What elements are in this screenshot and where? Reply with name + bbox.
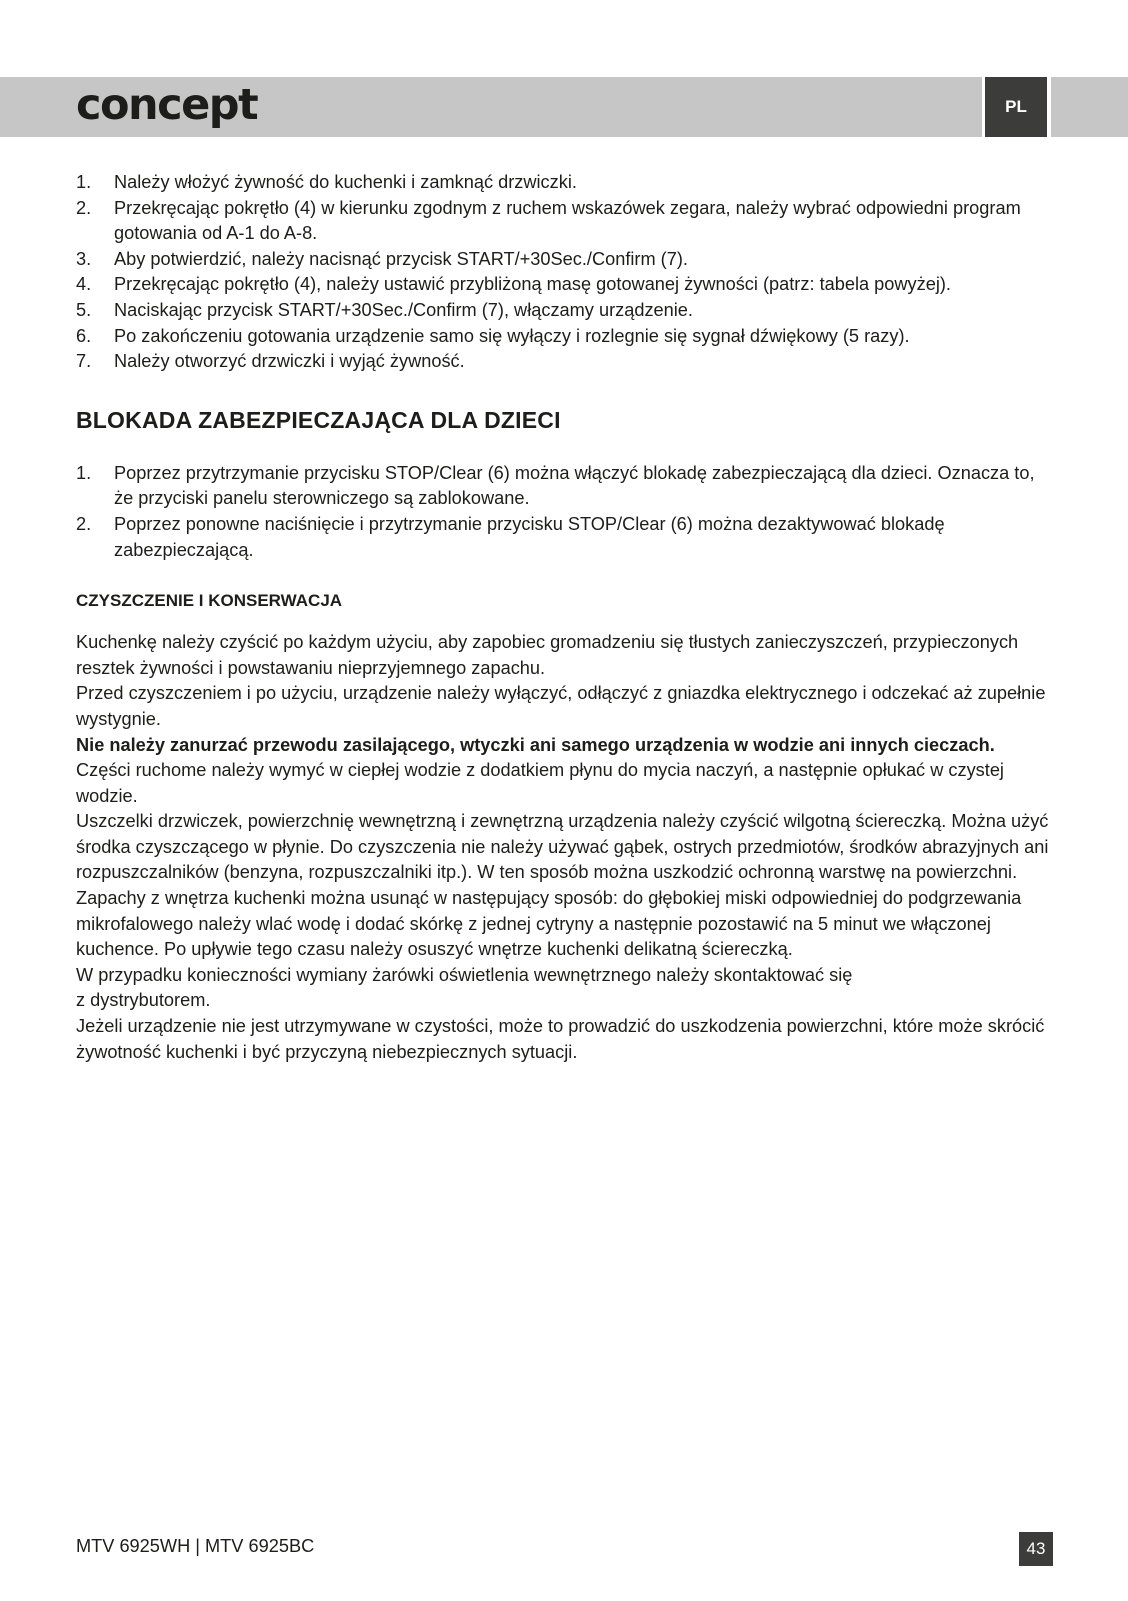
- cleaning-heading: CZYSZCZENIE I KONSERWACJA: [76, 591, 343, 611]
- list-text: Po zakończeniu gotowania urządzenie samo się wyłączy i rozlegnie się sygnał dźwiękowy (5 razy).: [114, 325, 910, 346]
- cooking-steps-list: [76, 170, 1056, 375]
- footer-model-number: MTV 6925WH | MTV 6925BC: [76, 1536, 315, 1556]
- list-number: 1.: [76, 172, 92, 192]
- header-bar-right: [1051, 77, 1128, 137]
- cleaning-paragraph: Części ruchome należy wymyć w ciepłej wodzie z dodatkiem płynu do mycia naczyń, a następnie opłukać w czystej wodzie.: [76, 760, 1004, 806]
- list-number: 2.: [76, 197, 92, 218]
- cleaning-paragraph: W przypadku konieczności wymiany żarówki oświetlenia wewnętrznego należy skontaktować się: [76, 964, 853, 985]
- list-number: 6.: [76, 325, 92, 346]
- list-text: Naciskając przycisk START/+30Sec./Confirm (7), włączamy urządzenie.: [114, 299, 693, 320]
- list-text: Należy włożyć żywność do kuchenki i zamknąć drzwiczki.: [114, 172, 577, 192]
- cleaning-paragraph: Kuchenkę należy czyścić po każdym użyciu, aby zapobiec gromadzeniu się tłustych zanieczyszczeń, przypieczonych resztek żywności i powstawaniu nieprzyjemnego zapachu.: [76, 632, 1019, 678]
- list-item: [76, 170, 1056, 196]
- list-item: [76, 272, 1056, 298]
- language-badge: PL: [985, 77, 1047, 137]
- list-number: 7.: [76, 351, 92, 372]
- list-number: 5.: [76, 299, 92, 320]
- list-text: Aby potwierdzić, należy nacisnąć przycisk START/+30Sec./Confirm (7).: [114, 248, 688, 269]
- cleaning-paragraph: Jeżeli urządzenie nie jest utrzymywane w czystości, może to prowadzić do uszkodzenia powierzchni, które może skrócić żywotność kuchenki i być przyczyną niebezpiecznych sytuacji.: [76, 1016, 1045, 1062]
- list-item: [76, 512, 1056, 563]
- list-text: Przekręcając pokrętło (4) w kierunku zgodnym z ruchem wskazówek zegara, należy wybrać odpowiedni program gotowania od A-1 do A-8.: [114, 197, 1021, 244]
- list-number: 4.: [76, 274, 92, 295]
- cleaning-paragraph: z dystrybutorem.: [76, 990, 211, 1011]
- cleaning-paragraph: Przed czyszczeniem i po użyciu, urządzenie należy wyłączyć, odłączyć z gniazdka elektrycznego i odczekać aż zupełnie wystygnie.: [76, 683, 1046, 729]
- cleaning-paragraph: Zapachy z wnętrza kuchenki można usunąć w następujący sposób: do głębokiej miski odpowiedniej do podgrzewania mikrofalowego należy wlać wodę i dodać skórkę z jednej cytryny a następnie pozostawić na 5 minut we włączonej kuchence. Po upływie tego czasu należy osuszyć wnętrze kuchenki delikatną ściereczką.: [76, 888, 1022, 960]
- list-number: 1.: [76, 462, 92, 483]
- list-item: [76, 349, 1056, 375]
- list-item: [76, 324, 1056, 350]
- cleaning-warning: Nie należy zanurzać przewodu zasilającego, wtyczki ani samego urządzenia w wodzie ani innych cieczach.: [76, 734, 995, 755]
- list-text: Przekręcając pokrętło (4), należy ustawić przybliżoną masę gotowanej żywności (patrz: tabela powyżej).: [114, 274, 951, 295]
- page-content: [76, 170, 1056, 1065]
- list-item: [76, 461, 1056, 512]
- page-number: 43: [1019, 1532, 1053, 1566]
- list-item: [76, 298, 1056, 324]
- list-number: 3.: [76, 248, 92, 269]
- brand-logo: concept: [76, 80, 258, 130]
- list-text: Poprzez ponowne naciśnięcie i przytrzymanie przycisku STOP/Clear (6) można dezaktywować blokadę zabezpieczającą.: [114, 513, 945, 560]
- list-text: Należy otworzyć drzwiczki i wyjąć żywność.: [114, 351, 465, 372]
- list-number: 2.: [76, 513, 92, 534]
- child-lock-steps-list: [76, 461, 1056, 563]
- list-item: [76, 196, 1056, 247]
- list-text: Poprzez przytrzymanie przycisku STOP/Clear (6) można włączyć blokadę zabezpieczającą dla dzieci. Oznacza to, że przyciski panelu sterowniczego są zablokowane.: [114, 462, 1035, 509]
- cleaning-paragraph: Uszczelki drzwiczek, powierzchnię wewnętrzną i zewnętrzną urządzenia należy czyścić wilgotną ściereczką. Można użyć środka czyszczącego w płynie. Do czyszczenia nie należy używać gąbek, ostrych przedmiotów, środków abrazyjnych ani rozpuszczalników (benzyna, rozpuszczalniki itp.). W ten sposób można uszkodzić ochronną warstwę na powierzchni.: [76, 811, 1049, 883]
- child-lock-heading: BLOKADA ZABEZPIECZAJĄCA DLA DZIECI: [76, 406, 561, 433]
- list-item: [76, 247, 1056, 273]
